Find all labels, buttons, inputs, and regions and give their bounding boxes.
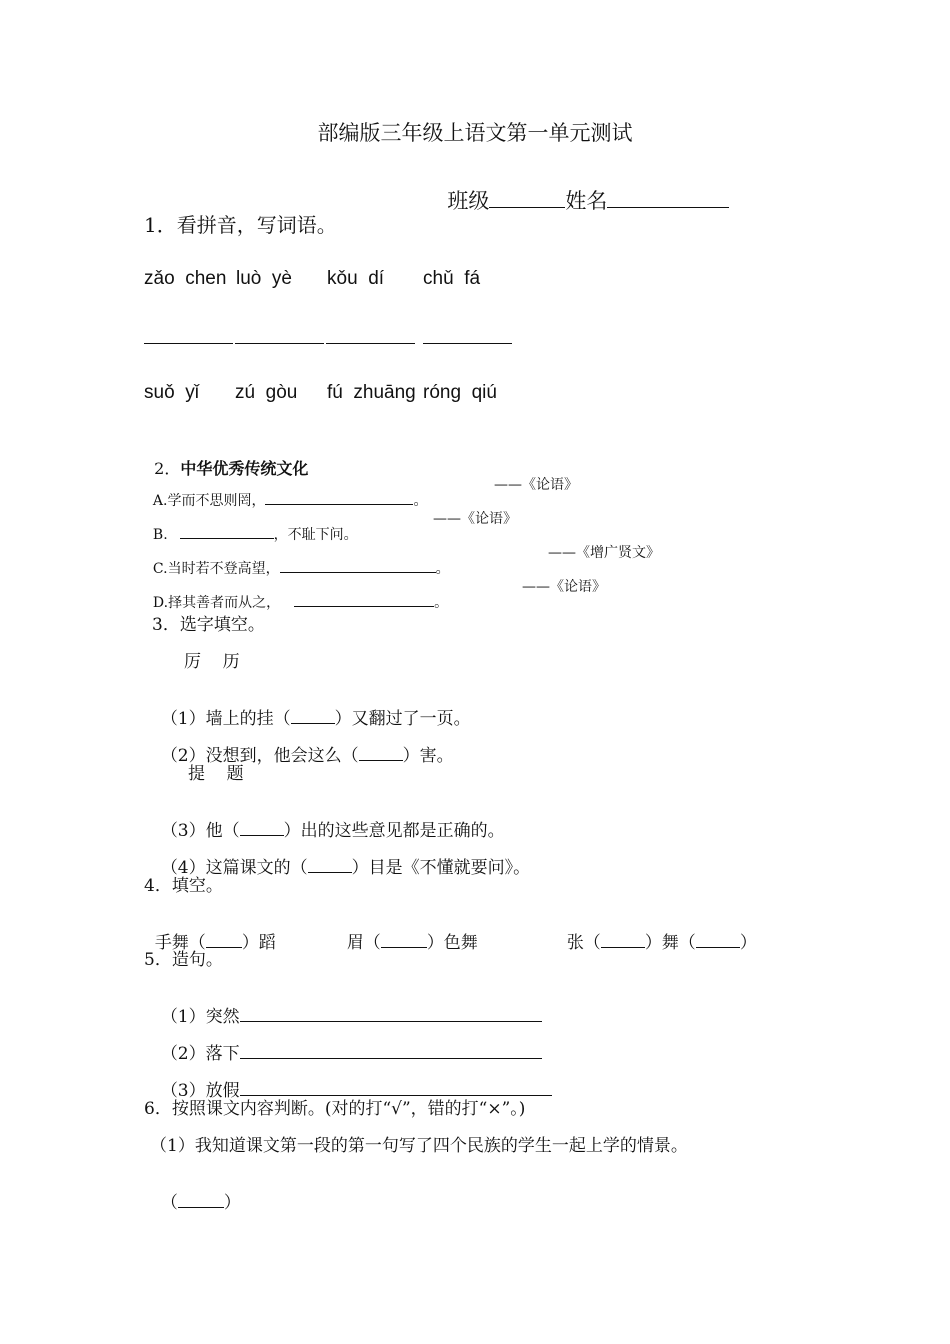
q2-a-source: ——《论语》 (494, 477, 578, 493)
q4-c-blank-2[interactable] (696, 946, 740, 948)
q1-answer-line-3[interactable] (326, 343, 415, 344)
q1-answer-line-4[interactable] (423, 343, 512, 344)
q5-3-label: （3）放假 (160, 1081, 240, 1101)
q2-item-c (144, 542, 450, 578)
q6-item-1: （1）我知道课文第一段的第一句写了四个民族的学生一起上学的情景。 (150, 1136, 688, 1156)
q4-a-after: ）蹈 (241, 933, 276, 953)
q4-c-before: 张（ (566, 933, 601, 953)
q3-pair-2: 提 题 (188, 764, 244, 784)
q6-1-blank[interactable] (178, 1206, 224, 1208)
q4-b-after: ）色舞 (426, 933, 478, 953)
q2-b-suffix: ，不耻下问。 (273, 527, 358, 543)
q6-paren-close: ） (223, 1193, 241, 1213)
q1-answer-line-2[interactable] (235, 343, 324, 344)
page-title: 部编版三年级上语文第一单元测试 (317, 121, 633, 145)
q3-4-blank[interactable] (308, 871, 352, 873)
q5-1-label: （1）突然 (160, 1007, 240, 1027)
q1-pinyin-6: zú gòu (235, 382, 298, 403)
name-label: 姓名 (565, 189, 608, 213)
q1-pinyin-8: róng qiú (423, 382, 497, 403)
q4-item-b (336, 908, 478, 953)
q3-1-before: （1）墙上的挂（ (160, 709, 291, 729)
q1-pinyin-5: suǒ yǐ (144, 382, 199, 403)
q1-answer-line-1[interactable] (144, 343, 233, 344)
q3-3-after: ）出的这些意见都是正确的。 (283, 821, 505, 841)
q2-heading (144, 437, 308, 479)
q3-2-before: （2）没想到，他会这么（ (160, 746, 359, 766)
q2-c-blank[interactable] (280, 571, 436, 573)
q4-item-c (556, 908, 757, 953)
q1-heading: 1．看拼音，写词语。 (144, 213, 337, 237)
q2-d-blank[interactable] (294, 605, 434, 607)
q1-pinyin-3: kǒu dí (327, 268, 385, 289)
q5-2-label: （2）落下 (160, 1044, 240, 1064)
q6-paren-open: （ (160, 1193, 178, 1213)
q2-heading-num: 2． (154, 459, 181, 478)
q2-b-prefix: B. (152, 527, 168, 543)
name-blank[interactable] (607, 206, 729, 208)
q2-c-prefix: C.当时若不登高望， (152, 561, 280, 577)
q3-3-before: （3）他（ (160, 821, 240, 841)
q6-item-1-answer (150, 1168, 241, 1213)
q2-a-prefix: A.学而不思则罔， (152, 493, 266, 509)
q2-heading-text: 中华优秀传统文化 (180, 459, 309, 478)
q1-pinyin-7: fú zhuāng (327, 382, 416, 403)
q2-a-blank[interactable] (265, 503, 413, 505)
class-name-line (434, 161, 729, 215)
q4-a-before: 手舞（ (154, 933, 206, 953)
q3-2-blank[interactable] (359, 759, 403, 761)
q4-b-blank[interactable] (381, 946, 427, 948)
q2-d-suffix: 。 (434, 595, 449, 611)
q2-d-prefix: D.择其善者而从之， (152, 595, 281, 611)
q2-item-d (144, 576, 448, 612)
q4-c-mid: ）舞（ (644, 933, 696, 953)
class-label: 班级 (447, 189, 490, 213)
q3-heading: 3．选字填空。 (152, 615, 265, 635)
q6-heading: 6．按照课文内容判断。(对的打“√”，错的打“×”。) (144, 1099, 526, 1119)
q2-item-a (144, 474, 427, 510)
q4-heading: 4．填空。 (144, 876, 223, 896)
q3-1-after: ）又翻过了一页。 (334, 709, 471, 729)
q2-c-suffix: 。 (435, 561, 450, 577)
q3-2-after: ）害。 (402, 746, 454, 766)
q3-pair-1: 厉 历 (184, 652, 240, 672)
q3-4-before: （4）这篇课文的（ (160, 858, 308, 878)
q3-4-after: ）目是《不懂就要问》。 (351, 858, 531, 878)
q1-pinyin-4: chǔ fá (423, 268, 481, 289)
q2-c-source: ——《增广贤文》 (548, 545, 660, 561)
q2-d-source: ——《论语》 (522, 579, 606, 595)
q4-c-blank-1[interactable] (601, 946, 645, 948)
q1-pinyin-1: zǎo chen (144, 268, 227, 289)
q2-a-suffix: 。 (413, 493, 428, 509)
q2-b-blank[interactable] (180, 537, 274, 539)
q4-c-after: ） (739, 933, 757, 953)
q1-pinyin-2: luò yè (236, 268, 292, 289)
q5-heading: 5．造句。 (144, 950, 223, 970)
q2-b-source: ——《论语》 (433, 511, 517, 527)
q2-item-b (144, 508, 358, 544)
q4-b-before: 眉（ (346, 933, 381, 953)
class-blank[interactable] (489, 206, 565, 208)
